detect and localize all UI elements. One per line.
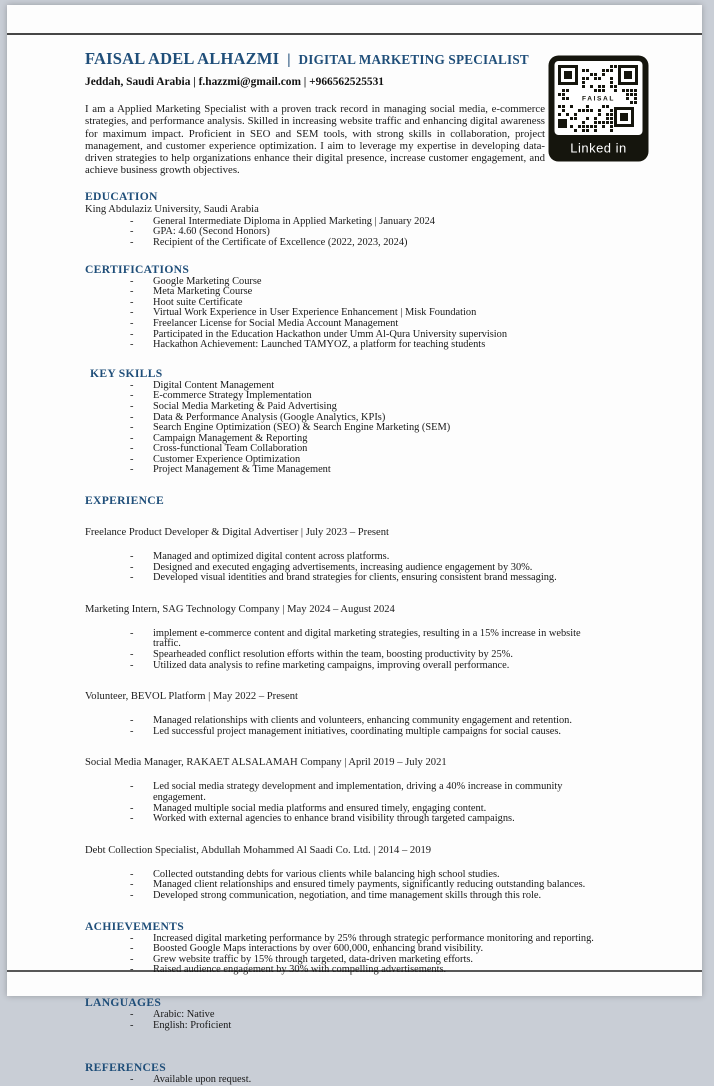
job-bullet-text: - Spearheaded conflict resolution efforts within the team, boosting productivity by 25%. <box>153 649 513 661</box>
certification-item-text: - Freelancer License for Social Media Account Management <box>153 317 399 329</box>
resume-content <box>7 35 702 1086</box>
key-skill-item <box>85 402 606 413</box>
job-bullet <box>85 727 606 738</box>
certification-item <box>85 319 606 330</box>
job-bullet-text: - Worked with external agencies to enhance brand visibility through targeted campaigns. <box>153 813 515 825</box>
language-item-text: - Arabic: Native <box>153 1008 215 1020</box>
achievement-item-text: - Boosted Google Maps interactions by over 600,000, enhancing brand visibility. <box>153 943 484 955</box>
job-title: Volunteer, BEVOL Platform | May 2022 – Present <box>85 691 298 703</box>
certification-item-text: - Meta Marketing Course <box>153 286 253 298</box>
achievement-item-text: - Grew website traffic by 15% through targeted, data-driven marketing efforts. <box>153 953 473 965</box>
qr-finder-bottom-left <box>558 119 567 128</box>
key-skill-item-text: - Social Media Marketing & Paid Advertising <box>153 400 337 412</box>
languages-heading: LANGUAGES <box>85 995 162 1009</box>
certification-item-text: - Participated in the Education Hackathon under Umm Al-Qura University supervision <box>153 328 508 340</box>
languages-list <box>85 1010 606 1031</box>
job-bullet <box>85 782 606 803</box>
achievements-list <box>85 934 606 976</box>
resume-page <box>7 5 702 1086</box>
contact-info: Jeddah, Saudi Arabia | f.hazzmi@gmail.com | +966562525531 <box>85 76 384 88</box>
job-bullet-text: - implement e-commerce content and digital marketing strategies, resulting in a 15% increase in website traffic. <box>153 627 581 650</box>
job-bullet-text: - Led social media strategy development and implementation, driving a 40% increase in community engagement. <box>153 781 563 803</box>
certifications-list <box>85 277 606 351</box>
achievement-item-text: - Raised audience engagement by 30% with compelling advertisements. <box>153 964 447 976</box>
job-debt-collection-specialist <box>85 845 606 902</box>
section-education <box>85 190 606 249</box>
key-skill-item-text: - Digital Content Management <box>153 379 275 391</box>
job-bullet <box>85 891 606 902</box>
reference-item-text: - Available upon request. <box>153 1074 252 1086</box>
job-social-media-manager <box>85 757 606 824</box>
job-bullet-list <box>85 782 606 824</box>
job-volunteer-bevol <box>85 691 606 737</box>
education-item-text: - GPA: 4.60 (Second Honors) <box>153 226 270 238</box>
qr-center-label: FAISAL <box>581 95 616 103</box>
key-skill-item-text: - Project Management & Time Management <box>153 464 331 476</box>
header-name-line <box>85 49 606 70</box>
key-skill-item-text: - Data & Performance Analysis (Google Analytics, KPIs) <box>153 411 386 423</box>
section-languages <box>85 996 606 1031</box>
achievement-item <box>85 965 606 976</box>
achievement-item-text: - Increased digital marketing performance by 25% through strategic performance monitoring and reporting. <box>153 932 594 944</box>
linkedin-qr-badge <box>548 55 649 162</box>
certification-item <box>85 340 606 351</box>
job-bullet <box>85 814 606 825</box>
education-item <box>85 238 606 249</box>
job-bullet <box>85 573 606 584</box>
qr-finder-bottom-right <box>614 107 634 127</box>
linkedin-label: Linked in <box>570 140 627 156</box>
key-skill-item <box>85 465 606 476</box>
reference-item <box>85 1075 606 1086</box>
job-bullet-text: - Collected outstanding debts for various clients while balancing high school studies. <box>153 868 500 880</box>
job-bullet-list <box>85 716 606 737</box>
education-item-text: - General Intermediate Diploma in Applied Marketing | January 2024 <box>153 215 435 227</box>
certification-item-text: - Hackathon Achievement: Launched TAMYOZ, a platform for teaching students <box>153 339 486 351</box>
key-skill-item-text: - Cross-functional Team Collaboration <box>153 443 308 455</box>
person-name: FAISAL ADEL ALHAZMI <box>85 49 280 68</box>
job-bullet <box>85 629 606 650</box>
job-bullet-text: - Managed and optimized digital content across platforms. <box>153 551 390 563</box>
job-bullet-text: - Utilized data analysis to refine marketing campaigns, improving overall performance. <box>153 659 510 671</box>
key-skills-heading: KEY SKILLS <box>90 366 163 380</box>
professional-summary: I am a Applied Marketing Specialist with a proven track record in managing social media, e-commerce strategies, and performance analysis. Skilled in increasing website traffic and enhancing digital awareness for maximum impact. Proficient in SEO and SEM tools, with strong skills in collaboration, project management, and customer experience optimization. I aim to leverage my expertise in developing data-driven strategies to help organizations enhance their digital presence, increase customer engagement, and achieve business growth objectives. <box>85 103 545 177</box>
achievements-heading: ACHIEVEMENTS <box>85 919 184 933</box>
certification-item-text: - Hoot suite Certificate <box>153 296 243 308</box>
key-skill-item-text: - Campaign Management & Reporting <box>153 432 308 444</box>
job-title: Social Media Manager, RAKAET ALSALAMAH Company | April 2019 – July 2021 <box>85 757 447 769</box>
job-title: Marketing Intern, SAG Technology Company | May 2024 – August 2024 <box>85 603 395 615</box>
key-skill-item-text: - Search Engine Optimization (SEO) & Search Engine Marketing (SEM) <box>153 422 451 434</box>
job-bullet-list <box>85 552 606 584</box>
job-bullet-list <box>85 870 606 902</box>
job-title: Debt Collection Specialist, Abdullah Mohammed Al Saadi Co. Ltd. | 2014 – 2019 <box>85 844 432 856</box>
job-bullet-text: - Developed strong communication, negotiation, and time management skills through this role. <box>153 889 542 901</box>
person-role: DIGITAL MARKETING SPECIALIST <box>298 52 529 67</box>
name-role-separator: | <box>287 52 291 68</box>
education-list <box>85 217 606 249</box>
job-bullet <box>85 661 606 672</box>
education-institution: King Abdulaziz University, Saudi Arabia <box>85 203 259 215</box>
certifications-heading: CERTIFICATIONS <box>85 262 190 276</box>
key-skills-list <box>85 381 606 476</box>
job-bullet-text: - Managed multiple social media platforms and ensured timely, engaging content. <box>153 802 487 814</box>
job-bullet-text: - Designed and executed engaging advertisements, increasing audience engagement by 30%. <box>153 561 533 573</box>
section-references <box>85 1061 606 1086</box>
job-freelance-product-developer <box>85 527 606 584</box>
references-heading: REFERENCES <box>85 1061 166 1075</box>
job-bullet-text: - Managed relationships with clients and volunteers, enhancing community engagement and retention. <box>153 715 572 727</box>
section-key-skills <box>85 367 606 476</box>
job-bullet-list <box>85 629 606 671</box>
section-certifications <box>85 263 606 351</box>
job-bullet-text: - Led successful project management initiatives, coordinating multiple campaigns for social causes. <box>153 725 561 737</box>
education-heading: EDUCATION <box>85 189 158 203</box>
education-item-text: - Recipient of the Certificate of Excellence (2022, 2023, 2024) <box>153 236 408 248</box>
key-skill-item-text: - E-commerce Strategy Implementation <box>153 390 312 402</box>
language-item <box>85 1010 606 1021</box>
language-item-text: - English: Proficient <box>153 1019 232 1031</box>
references-list <box>85 1075 606 1086</box>
qr-finder-top-right <box>618 65 638 85</box>
job-title: Freelance Product Developer & Digital Advertiser | July 2023 – Present <box>85 527 389 539</box>
section-achievements <box>85 920 606 976</box>
language-item <box>85 1021 606 1032</box>
certification-item-text: - Virtual Work Experience in User Experience Enhancement | Misk Foundation <box>153 307 477 319</box>
job-bullet-text: - Developed visual identities and brand strategies for clients, ensuring consistent brand messaging. <box>153 572 557 584</box>
section-experience <box>85 494 606 902</box>
certification-item-text: - Google Marketing Course <box>153 275 262 287</box>
experience-heading: EXPERIENCE <box>85 494 165 508</box>
job-marketing-intern <box>85 604 606 671</box>
job-bullet-text: - Managed client relationships and ensured timely payments, significantly reducing outstanding balances. <box>153 879 586 891</box>
qr-finder-top-left <box>558 65 578 85</box>
key-skill-item-text: - Customer Experience Optimization <box>153 453 301 465</box>
